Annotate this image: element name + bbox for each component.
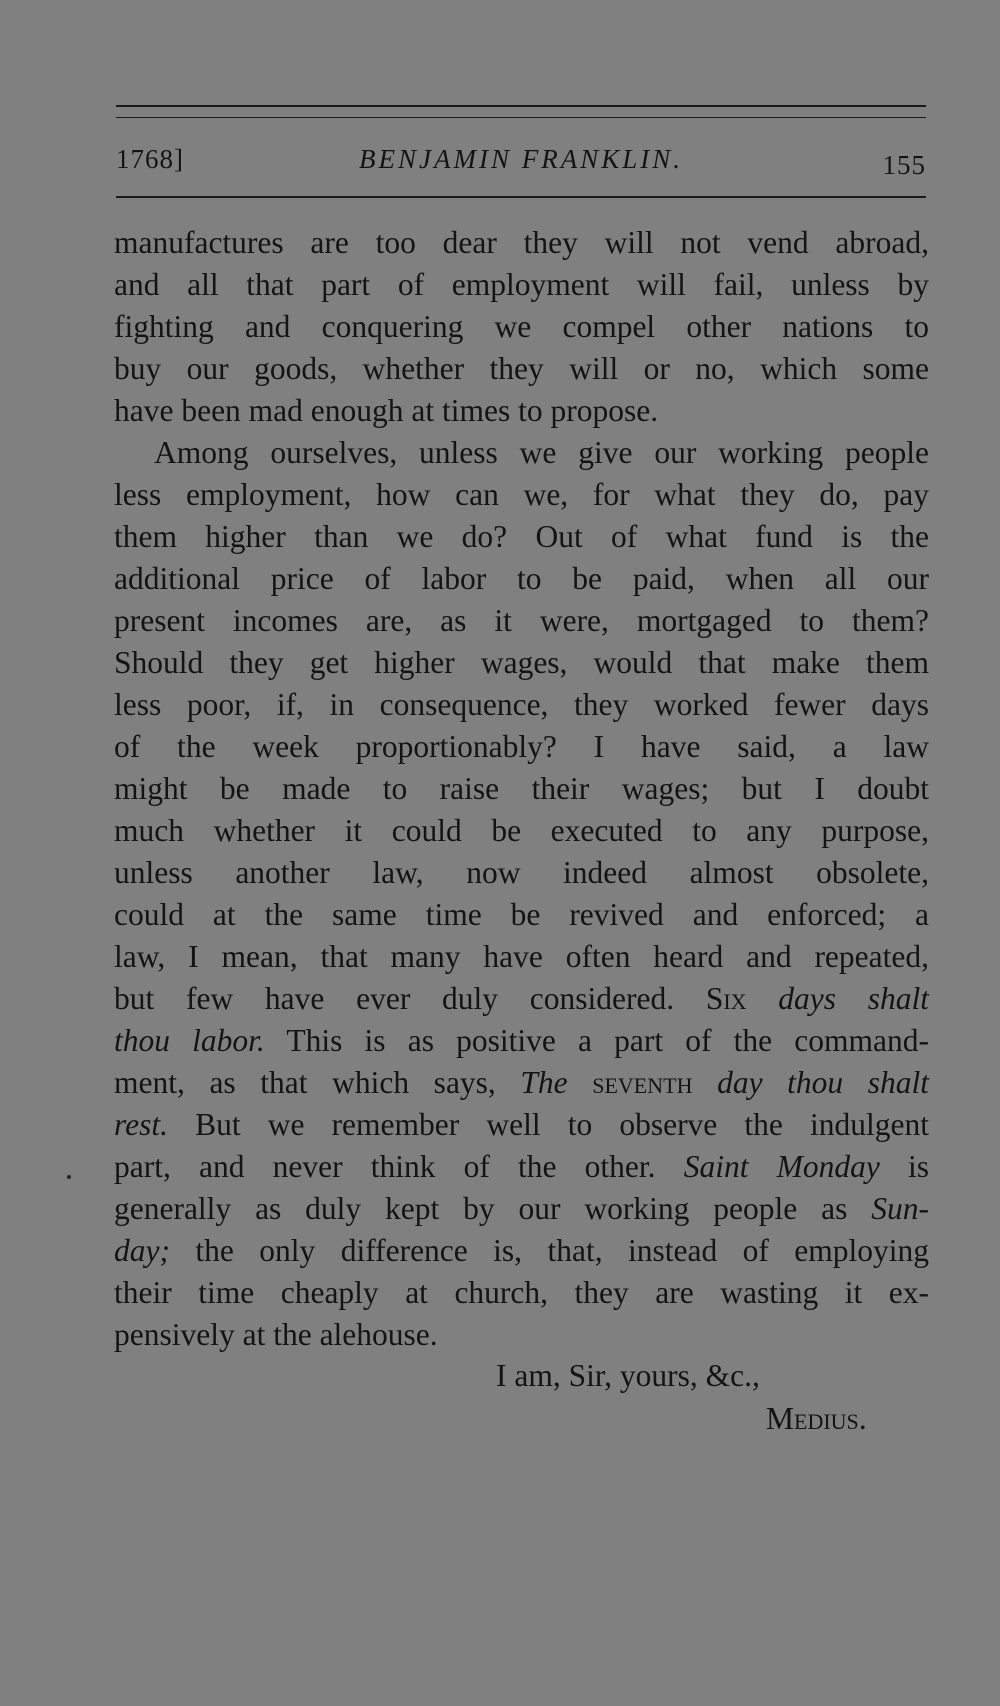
text-line: might be made to raise their wages; but I doubt: [114, 771, 929, 806]
italic-text: thou labor.: [114, 1023, 265, 1058]
small-caps-text: Six: [705, 981, 747, 1016]
header-rule-top-thin: [116, 117, 926, 118]
running-head: [116, 140, 926, 184]
text-run: part, and never think of the other.: [114, 1149, 656, 1184]
text-line: [114, 1020, 929, 1062]
paragraph-1: [114, 222, 929, 432]
running-head-title: BENJAMIN FRANKLIN.: [359, 144, 683, 174]
text-run: the only difference is, that, instead of employing: [195, 1233, 929, 1268]
text-line: and all that part of employment will fail, unless by: [114, 267, 929, 302]
text-line: [114, 1230, 929, 1272]
italic-text: days shalt: [778, 981, 930, 1016]
text-line: [114, 1188, 929, 1230]
text-line: less employment, how can we, for what they do, pay: [114, 477, 929, 512]
running-head-year: 1768]: [116, 144, 184, 174]
text-run: ment, as that which says,: [114, 1065, 496, 1100]
text-line: less poor, if, in consequence, they worked fewer days: [114, 687, 929, 722]
text-line: them higher than we do? Out of what fund is the: [114, 519, 929, 554]
italic-text: day;: [114, 1233, 170, 1268]
text-line: [114, 1062, 929, 1104]
text-line: law, I mean, that many have often heard and repeated,: [114, 939, 929, 974]
margin-mark: [67, 1175, 71, 1179]
text-line: fighting and conquering we compel other nations to: [114, 309, 929, 344]
text-line: [114, 978, 929, 1020]
text-run: generally as duly kept by our working people as: [114, 1191, 848, 1226]
text-run: But we remember well to observe the indulgent: [195, 1107, 929, 1142]
text-line: buy our goods, whether they will or no, which some: [114, 351, 929, 386]
text-line: [114, 1146, 929, 1188]
signature: Medius.: [766, 1401, 867, 1436]
text-run: is: [908, 1149, 930, 1184]
text-line: present incomes are, as it were, mortgaged to them?: [114, 603, 929, 638]
text-line: have been mad enough at times to propose.: [114, 393, 659, 428]
italic-text: rest.: [114, 1107, 168, 1142]
text-line: their time cheaply at church, they are wasting it ex-: [114, 1275, 929, 1310]
text-run: This is as positive a part of the command-: [286, 1023, 929, 1058]
header-rule-top: [116, 105, 926, 107]
paragraph-2: [114, 432, 929, 1356]
text-line: of the week proportionably? I have said, a law: [114, 729, 929, 764]
letter-body: [114, 222, 929, 1356]
text-line: Among ourselves, unless we give our working people: [154, 435, 929, 470]
italic-text: Sun-: [871, 1191, 929, 1226]
text-run: but few have ever duly considered.: [114, 981, 675, 1016]
header-rule-bottom: [116, 196, 926, 198]
italic-text: The: [520, 1065, 568, 1100]
italic-text: Saint Monday: [683, 1149, 880, 1184]
text-line: [114, 1104, 929, 1146]
text-line: pensively at the alehouse.: [114, 1317, 438, 1352]
italic-text: day thou shalt: [717, 1065, 929, 1100]
text-line: unless another law, now indeed almost obsolete,: [114, 855, 929, 890]
text-line: Should they get higher wages, would that make them: [114, 645, 929, 680]
text-line: much whether it could be executed to any purpose,: [114, 813, 929, 848]
text-line: additional price of labor to be paid, when all our: [114, 561, 929, 596]
small-caps-text: seventh: [592, 1065, 693, 1100]
page-number: 155: [882, 150, 926, 180]
closing-salutation: I am, Sir, yours, &c.,: [496, 1358, 760, 1393]
text-line: could at the same time be revived and enforced; a: [114, 897, 929, 932]
text-line: manufactures are too dear they will not vend abroad,: [114, 225, 929, 260]
